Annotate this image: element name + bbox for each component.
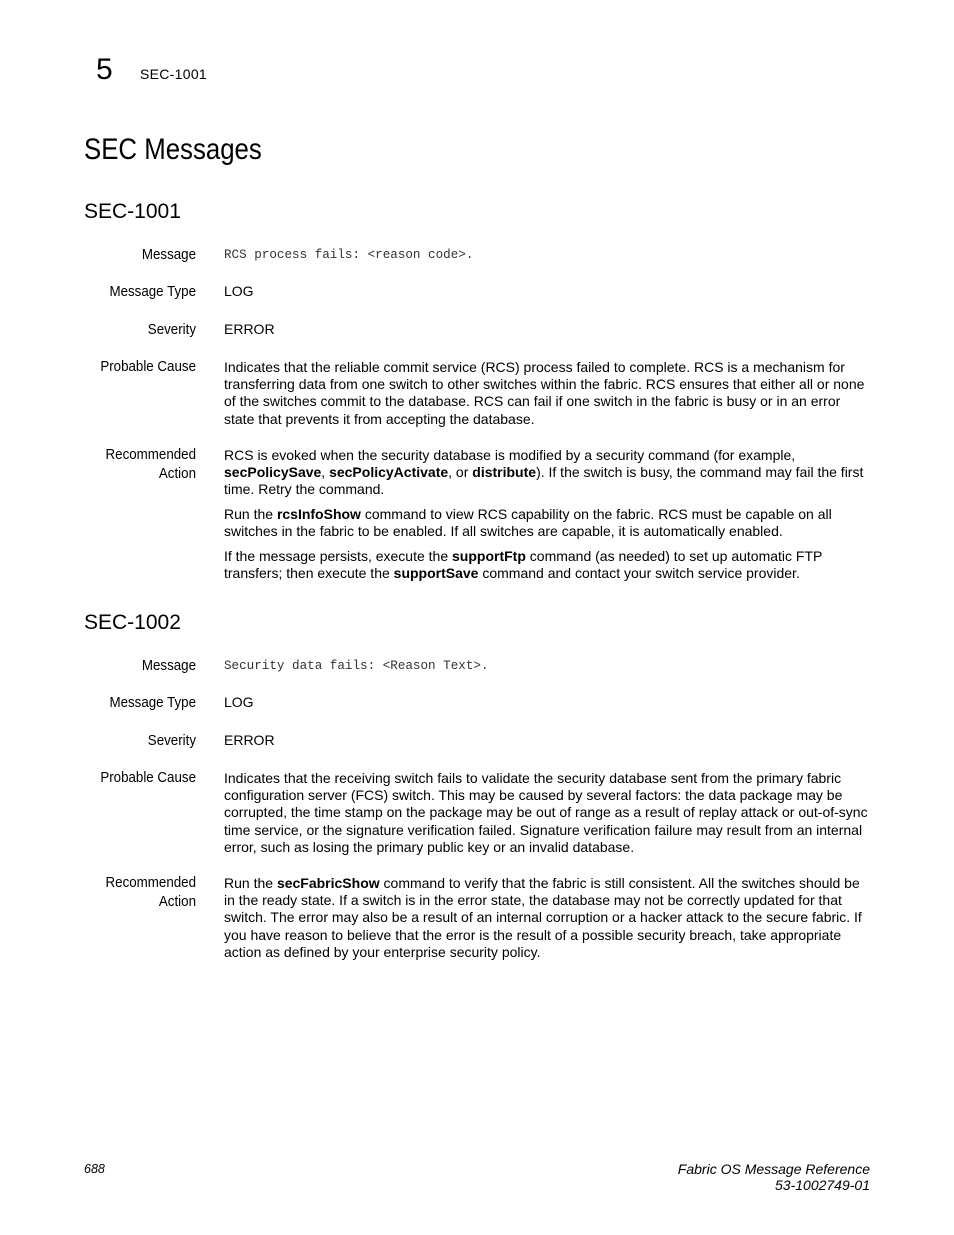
severity-label: Severity xyxy=(147,733,196,749)
severity-label: Severity xyxy=(147,322,196,338)
action-text: command (as needed) to set up automatic FTP transfers; then execute the xyxy=(224,548,823,582)
recommended-action-label xyxy=(67,874,196,912)
recommended-action-text xyxy=(224,447,870,590)
action-text: , or xyxy=(448,464,473,481)
action-text: command and contact your switch service provider. xyxy=(478,565,800,582)
footer-document-info xyxy=(678,1161,870,1193)
action-text: command to view RCS capability on the fabric. RCS must be capable on all switches in the fabric to be enabled. If all switches are capable, it is automatically enabled. xyxy=(224,506,832,540)
action-text: Run the xyxy=(224,506,277,523)
recommended-action-label-line1: Recommended xyxy=(105,447,196,463)
recommended-action-text xyxy=(224,875,870,969)
action-text: Run the xyxy=(224,875,277,891)
message-type-label: Message Type xyxy=(109,695,196,711)
action-text: ). If the switch is busy, the command may fail the first time. Retry the command. xyxy=(224,464,864,498)
recommended-action-label-line2: Action xyxy=(158,894,196,910)
footer-doc-number: 53-1002749-01 xyxy=(775,1177,870,1193)
action-text: RCS is evoked when the security database is modified by a security command (for example, xyxy=(224,447,796,463)
message-label: Message xyxy=(141,658,196,674)
command-name: rcsInfoShow xyxy=(276,506,361,523)
action-paragraph xyxy=(224,447,870,499)
action-text: command to verify that the fabric is still consistent. All the switches should be in the ready state. If a switch is in the error state, the database may not be correctly updated for that switch. The error may also be a result of an internal corruption or a hacker attack to the secure fabric. If you have reason to believe that the error is the result of a possible security breach, take appropriate action as defined by your enterprise security policy. xyxy=(224,875,862,960)
command-name: supportSave xyxy=(393,565,479,582)
message-id-heading: SEC-1002 xyxy=(84,611,181,634)
message-text: Security data fails: <Reason Text>. xyxy=(224,659,489,673)
action-paragraph xyxy=(224,875,870,961)
recommended-action-label-line1: Recommended xyxy=(105,875,196,891)
command-name: distribute xyxy=(472,464,537,481)
message-type-label: Message Type xyxy=(109,284,196,300)
probable-cause-label: Probable Cause xyxy=(100,770,196,786)
footer-doc-title: Fabric OS Message Reference xyxy=(677,1161,870,1177)
recommended-action-label-line2: Action xyxy=(158,466,196,482)
chapter-number: 5 xyxy=(96,53,113,86)
command-name: supportFtp xyxy=(452,548,526,565)
action-text: If the message persists, execute the xyxy=(224,548,453,565)
command-name: secPolicyActivate xyxy=(329,464,449,481)
message-label: Message xyxy=(141,247,196,263)
message-type-value: LOG xyxy=(224,694,254,710)
footer-page-number: 688 xyxy=(84,1162,105,1176)
message-id-heading: SEC-1001 xyxy=(84,200,181,223)
page-title: SEC Messages xyxy=(84,133,262,166)
action-paragraph xyxy=(224,548,870,582)
command-name: secFabricShow xyxy=(276,875,380,891)
probable-cause-text: Indicates that the reliable commit service (RCS) process failed to complete. RCS is a mechanism for transferring data from one switch to other switches within the fabric. RCS ensures that either all or none of the switches commit to the database. RCS can fail if one switch in the fabric is busy or in an error state that prevents it from accepting the database. xyxy=(224,359,865,427)
probable-cause-label: Probable Cause xyxy=(100,359,196,375)
command-name: secPolicySave xyxy=(224,464,322,481)
action-text: , xyxy=(321,464,330,481)
probable-cause-text: Indicates that the receiving switch fails to validate the security database sent from the primary fabric configuration server (FCS) switch. This may be caused by several factors: the data package may be corrupted, the time stamp on the package may be out of range as a result of replay attack or out-of-sync time service, or the signature verification failed. Signature verification failure may result from an internal error, such as losing the primary public key or an invalid database. xyxy=(224,770,868,855)
action-paragraph xyxy=(224,506,870,540)
message-type-value: LOG xyxy=(224,283,254,299)
message-text: RCS process fails: <reason code>. xyxy=(224,248,474,262)
severity-value: ERROR xyxy=(224,732,275,748)
running-head: SEC-1001 xyxy=(140,66,207,82)
recommended-action-label xyxy=(67,446,196,484)
severity-value: ERROR xyxy=(224,321,275,337)
